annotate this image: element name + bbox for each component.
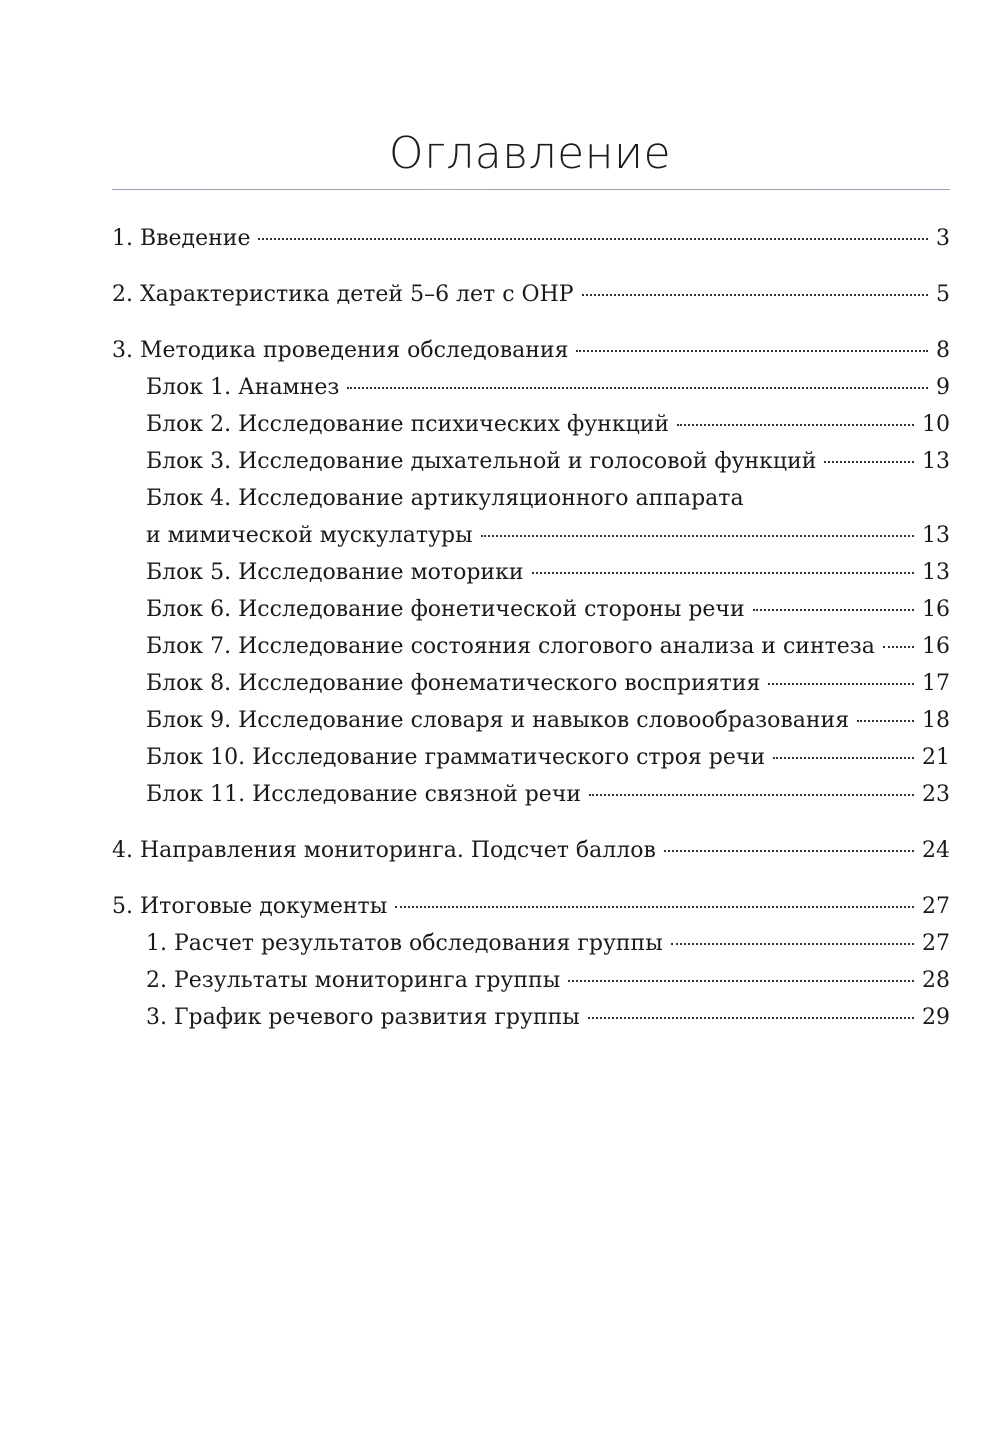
toc-entry-label: и мимической мускулатуры bbox=[146, 523, 473, 548]
dot-leader bbox=[768, 683, 914, 685]
toc-entry-page: 21 bbox=[922, 745, 950, 770]
toc-entry-page: 10 bbox=[922, 412, 950, 437]
toc-entry-block-5[interactable] bbox=[146, 556, 950, 590]
toc-entry-page: 17 bbox=[922, 671, 950, 696]
toc-entry-results[interactable] bbox=[146, 964, 950, 998]
toc-entry-label: 2. Характеристика детей 5–6 лет с ОНР bbox=[112, 282, 574, 307]
dot-leader bbox=[347, 387, 928, 389]
toc-entry-page: 16 bbox=[922, 597, 950, 622]
dot-leader bbox=[589, 794, 914, 796]
dot-leader bbox=[576, 350, 928, 352]
toc-entry-page: 29 bbox=[922, 1005, 950, 1030]
toc-entry-page: 27 bbox=[922, 894, 950, 919]
toc-entry-page: 13 bbox=[922, 449, 950, 474]
toc-entry-block-10[interactable] bbox=[146, 741, 950, 775]
toc-entry-page: 24 bbox=[922, 838, 950, 863]
toc-entry-block-1[interactable] bbox=[146, 371, 950, 405]
toc-entry-calculation[interactable] bbox=[146, 927, 950, 961]
toc-entry-block-3[interactable] bbox=[146, 445, 950, 479]
dot-leader bbox=[582, 294, 928, 296]
page-title: Оглавление bbox=[388, 128, 672, 179]
dot-leader bbox=[568, 980, 914, 982]
toc-entry-graph[interactable] bbox=[146, 1001, 950, 1035]
toc-entry-page: 8 bbox=[936, 338, 950, 363]
toc-entry-label: Блок 4. Исследование артикуляционного аппарата bbox=[146, 486, 744, 511]
toc-entry-page: 16 bbox=[922, 634, 950, 659]
toc-entry-label: Блок 6. Исследование фонетической стороны речи bbox=[146, 597, 745, 622]
toc-entry-page: 18 bbox=[922, 708, 950, 733]
dot-leader bbox=[824, 461, 914, 463]
toc-entry-page: 5 bbox=[936, 282, 950, 307]
toc-entry-label: 1. Расчет результатов обследования группы bbox=[146, 931, 663, 956]
toc-entry-label: 3. Методика проведения обследования bbox=[112, 338, 569, 363]
toc-entry-label: 2. Результаты мониторинга группы bbox=[146, 968, 561, 993]
toc-entry-page: 13 bbox=[922, 523, 950, 548]
dot-leader bbox=[677, 424, 914, 426]
toc-entry-page: 23 bbox=[922, 782, 950, 807]
toc-entry-label: Блок 2. Исследование психических функций bbox=[146, 412, 670, 437]
dot-leader bbox=[664, 850, 914, 852]
toc-entry-block-4-line-1[interactable] bbox=[146, 482, 950, 516]
dot-leader bbox=[258, 238, 928, 240]
toc-entry-label: 3. График речевого развития группы bbox=[146, 1005, 580, 1030]
dot-leader bbox=[532, 572, 914, 574]
toc-entry-label: 5. Итоговые документы bbox=[112, 894, 388, 919]
toc-entry-label: 1. Введение bbox=[112, 226, 251, 251]
title-divider bbox=[112, 189, 950, 190]
toc-entry-block-7[interactable] bbox=[146, 630, 950, 664]
toc-entry-page: 27 bbox=[922, 931, 950, 956]
toc-entry-label: Блок 3. Исследование дыхательной и голосовой функций bbox=[146, 449, 817, 474]
toc-entry-final-documents[interactable] bbox=[112, 890, 950, 924]
dot-leader bbox=[671, 943, 914, 945]
toc-entry-block-6[interactable] bbox=[146, 593, 950, 627]
toc-entry-page: 13 bbox=[922, 560, 950, 585]
toc-entry-block-9[interactable] bbox=[146, 704, 950, 738]
toc-entry-page: 9 bbox=[936, 375, 950, 400]
toc-entry-monitoring[interactable] bbox=[112, 834, 950, 868]
toc-entry-page: 3 bbox=[936, 226, 950, 251]
dot-leader bbox=[773, 757, 914, 759]
dot-leader bbox=[481, 535, 914, 537]
toc-entry-block-2[interactable] bbox=[146, 408, 950, 442]
toc-entry-page: 28 bbox=[922, 968, 950, 993]
dot-leader bbox=[588, 1017, 914, 1019]
dot-leader bbox=[883, 646, 914, 648]
dot-leader bbox=[395, 906, 914, 908]
toc-entry-label: Блок 5. Исследование моторики bbox=[146, 560, 524, 585]
toc-entry-label: Блок 9. Исследование словаря и навыков словообразования bbox=[146, 708, 850, 733]
toc-entry-label: Блок 11. Исследование связной речи bbox=[146, 782, 582, 807]
toc-entry-introduction[interactable] bbox=[112, 222, 950, 256]
toc-entry-methodology[interactable] bbox=[112, 334, 950, 368]
toc-entry-label: Блок 10. Исследование грамматического строя речи bbox=[146, 745, 766, 770]
toc-entry-label: Блок 8. Исследование фонематического восприятия bbox=[146, 671, 761, 696]
dot-leader bbox=[753, 609, 914, 611]
toc-entry-block-4-line-2[interactable] bbox=[146, 519, 950, 553]
toc-entry-label: Блок 1. Анамнез bbox=[146, 375, 340, 400]
toc-entry-label: Блок 7. Исследование состояния слогового анализа и синтеза bbox=[146, 634, 875, 659]
toc-entry-block-11[interactable] bbox=[146, 778, 950, 812]
toc-entry-characteristics[interactable] bbox=[112, 278, 950, 312]
toc-entry-block-8[interactable] bbox=[146, 667, 950, 701]
toc-entry-label: 4. Направления мониторинга. Подсчет баллов bbox=[112, 838, 656, 863]
dot-leader bbox=[857, 720, 914, 722]
